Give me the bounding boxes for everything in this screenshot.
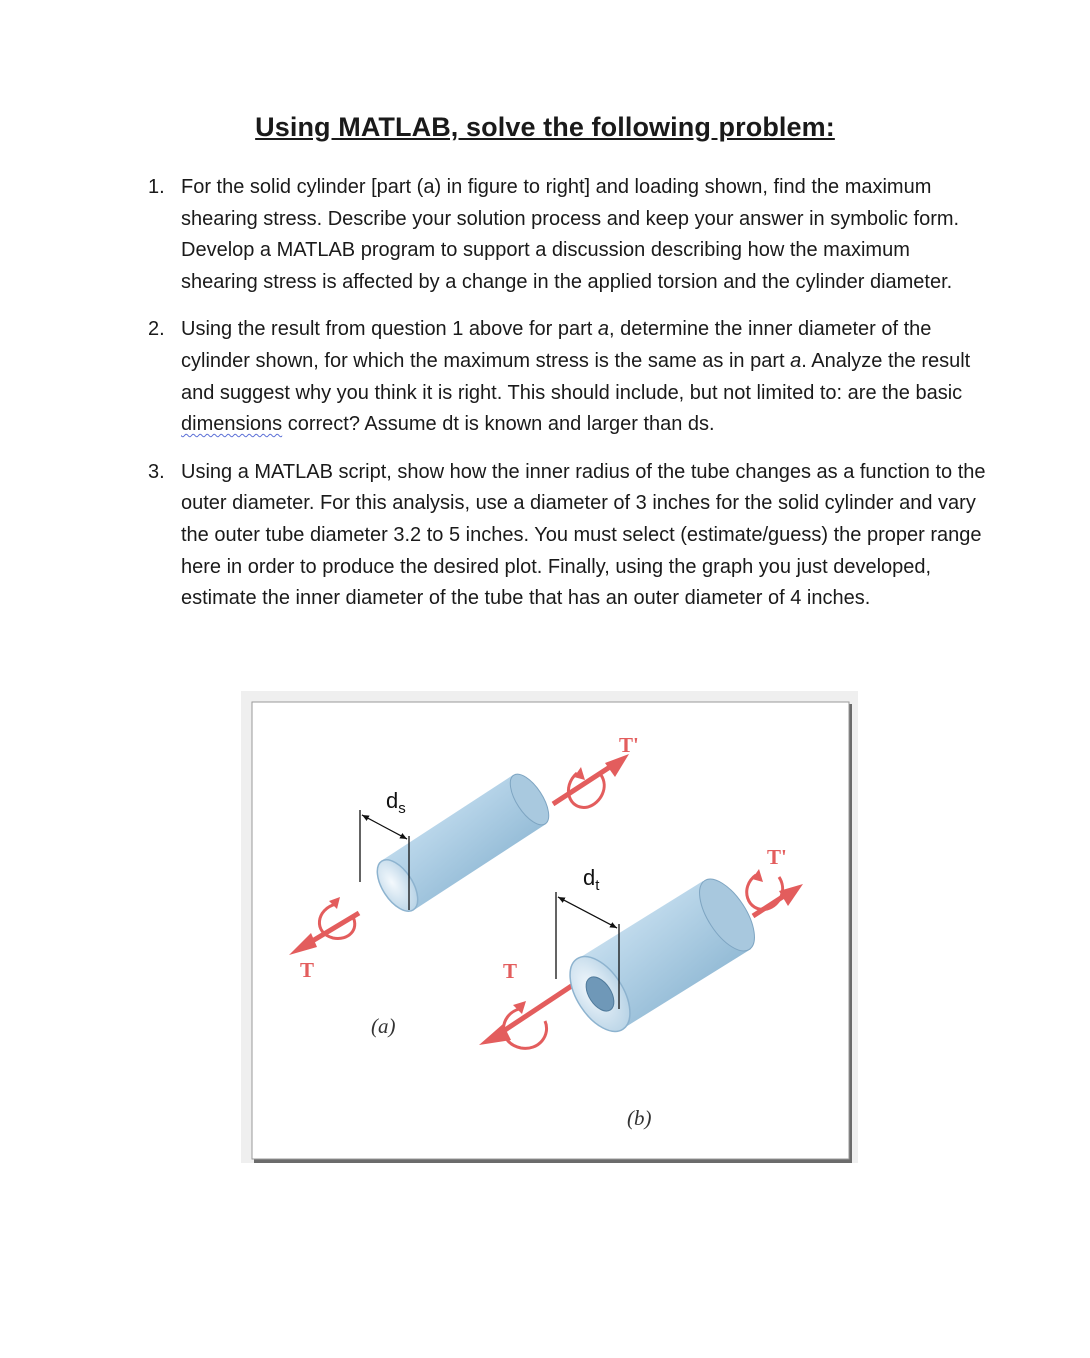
label-torque-prime-a: T': [619, 733, 639, 757]
label-ds: $d_s$: [386, 788, 406, 817]
italic-part-label: a: [597, 318, 610, 341]
problem-number: 2.: [148, 318, 165, 341]
caption-b: (b): [627, 1106, 652, 1130]
problem-text: Using a MATLAB script, show how the inner radius of the tube changes as a function to the outer diameter. For this analysis, use a diameter of 3 inches for the solid cylinder and vary the outer tube diameter 3.2 to 5 inches. You must select (estimate/guess) the proper range here in order to produce the desired plot. Finally, using the graph you just developed, estimate the inner diameter of the tube that has an outer diameter of 4 inches.: [181, 460, 986, 610]
label-torque-a: T: [300, 958, 315, 982]
label-torque-prime-b: T': [767, 845, 787, 869]
label-torque-b: T: [503, 959, 518, 983]
label-dt: $d_t$: [583, 865, 600, 894]
italic-part-label: a: [790, 349, 802, 372]
problem-number: 3.: [148, 460, 165, 483]
problem-list: [140, 172, 990, 631]
problem-item-3: [140, 457, 990, 615]
problem-text-part: , determine the inner diameter of the cylinder shown, for which the maximum stress is the same as in part: [181, 318, 932, 372]
problem-text: For the solid cylinder [part (a) in figure to right] and loading shown, find the maximum shearing stress. Describe your solution process and keep your answer in symbolic form. Develop a MATLAB program to support a discussion describing how the maximum shearing stress is affected by a change in the applied torsion and the cylinder diameter.: [181, 176, 960, 293]
problem-text-part: correct? Assume dt is known and larger than ds.: [282, 413, 715, 436]
problem-number: 1.: [148, 176, 165, 198]
torsion-diagram: [241, 691, 858, 1163]
caption-a: (a): [371, 1014, 396, 1038]
problem-item-2: [140, 314, 990, 440]
spellcheck-underlined-word: dimensions: [181, 413, 283, 436]
figure-panel: [252, 702, 849, 1159]
problem-item-1: [140, 172, 990, 298]
problem-text-part: . Analyze the result and suggest why you think it is right. This should include, but not limited to: are the basic: [181, 349, 971, 404]
document-title: Using MATLAB, solve the following problem:: [255, 112, 835, 142]
problem-text-part: Using the result from question 1 above for part: [181, 318, 598, 341]
problem-text: [181, 314, 990, 440]
torsion-figure: [241, 691, 858, 1163]
